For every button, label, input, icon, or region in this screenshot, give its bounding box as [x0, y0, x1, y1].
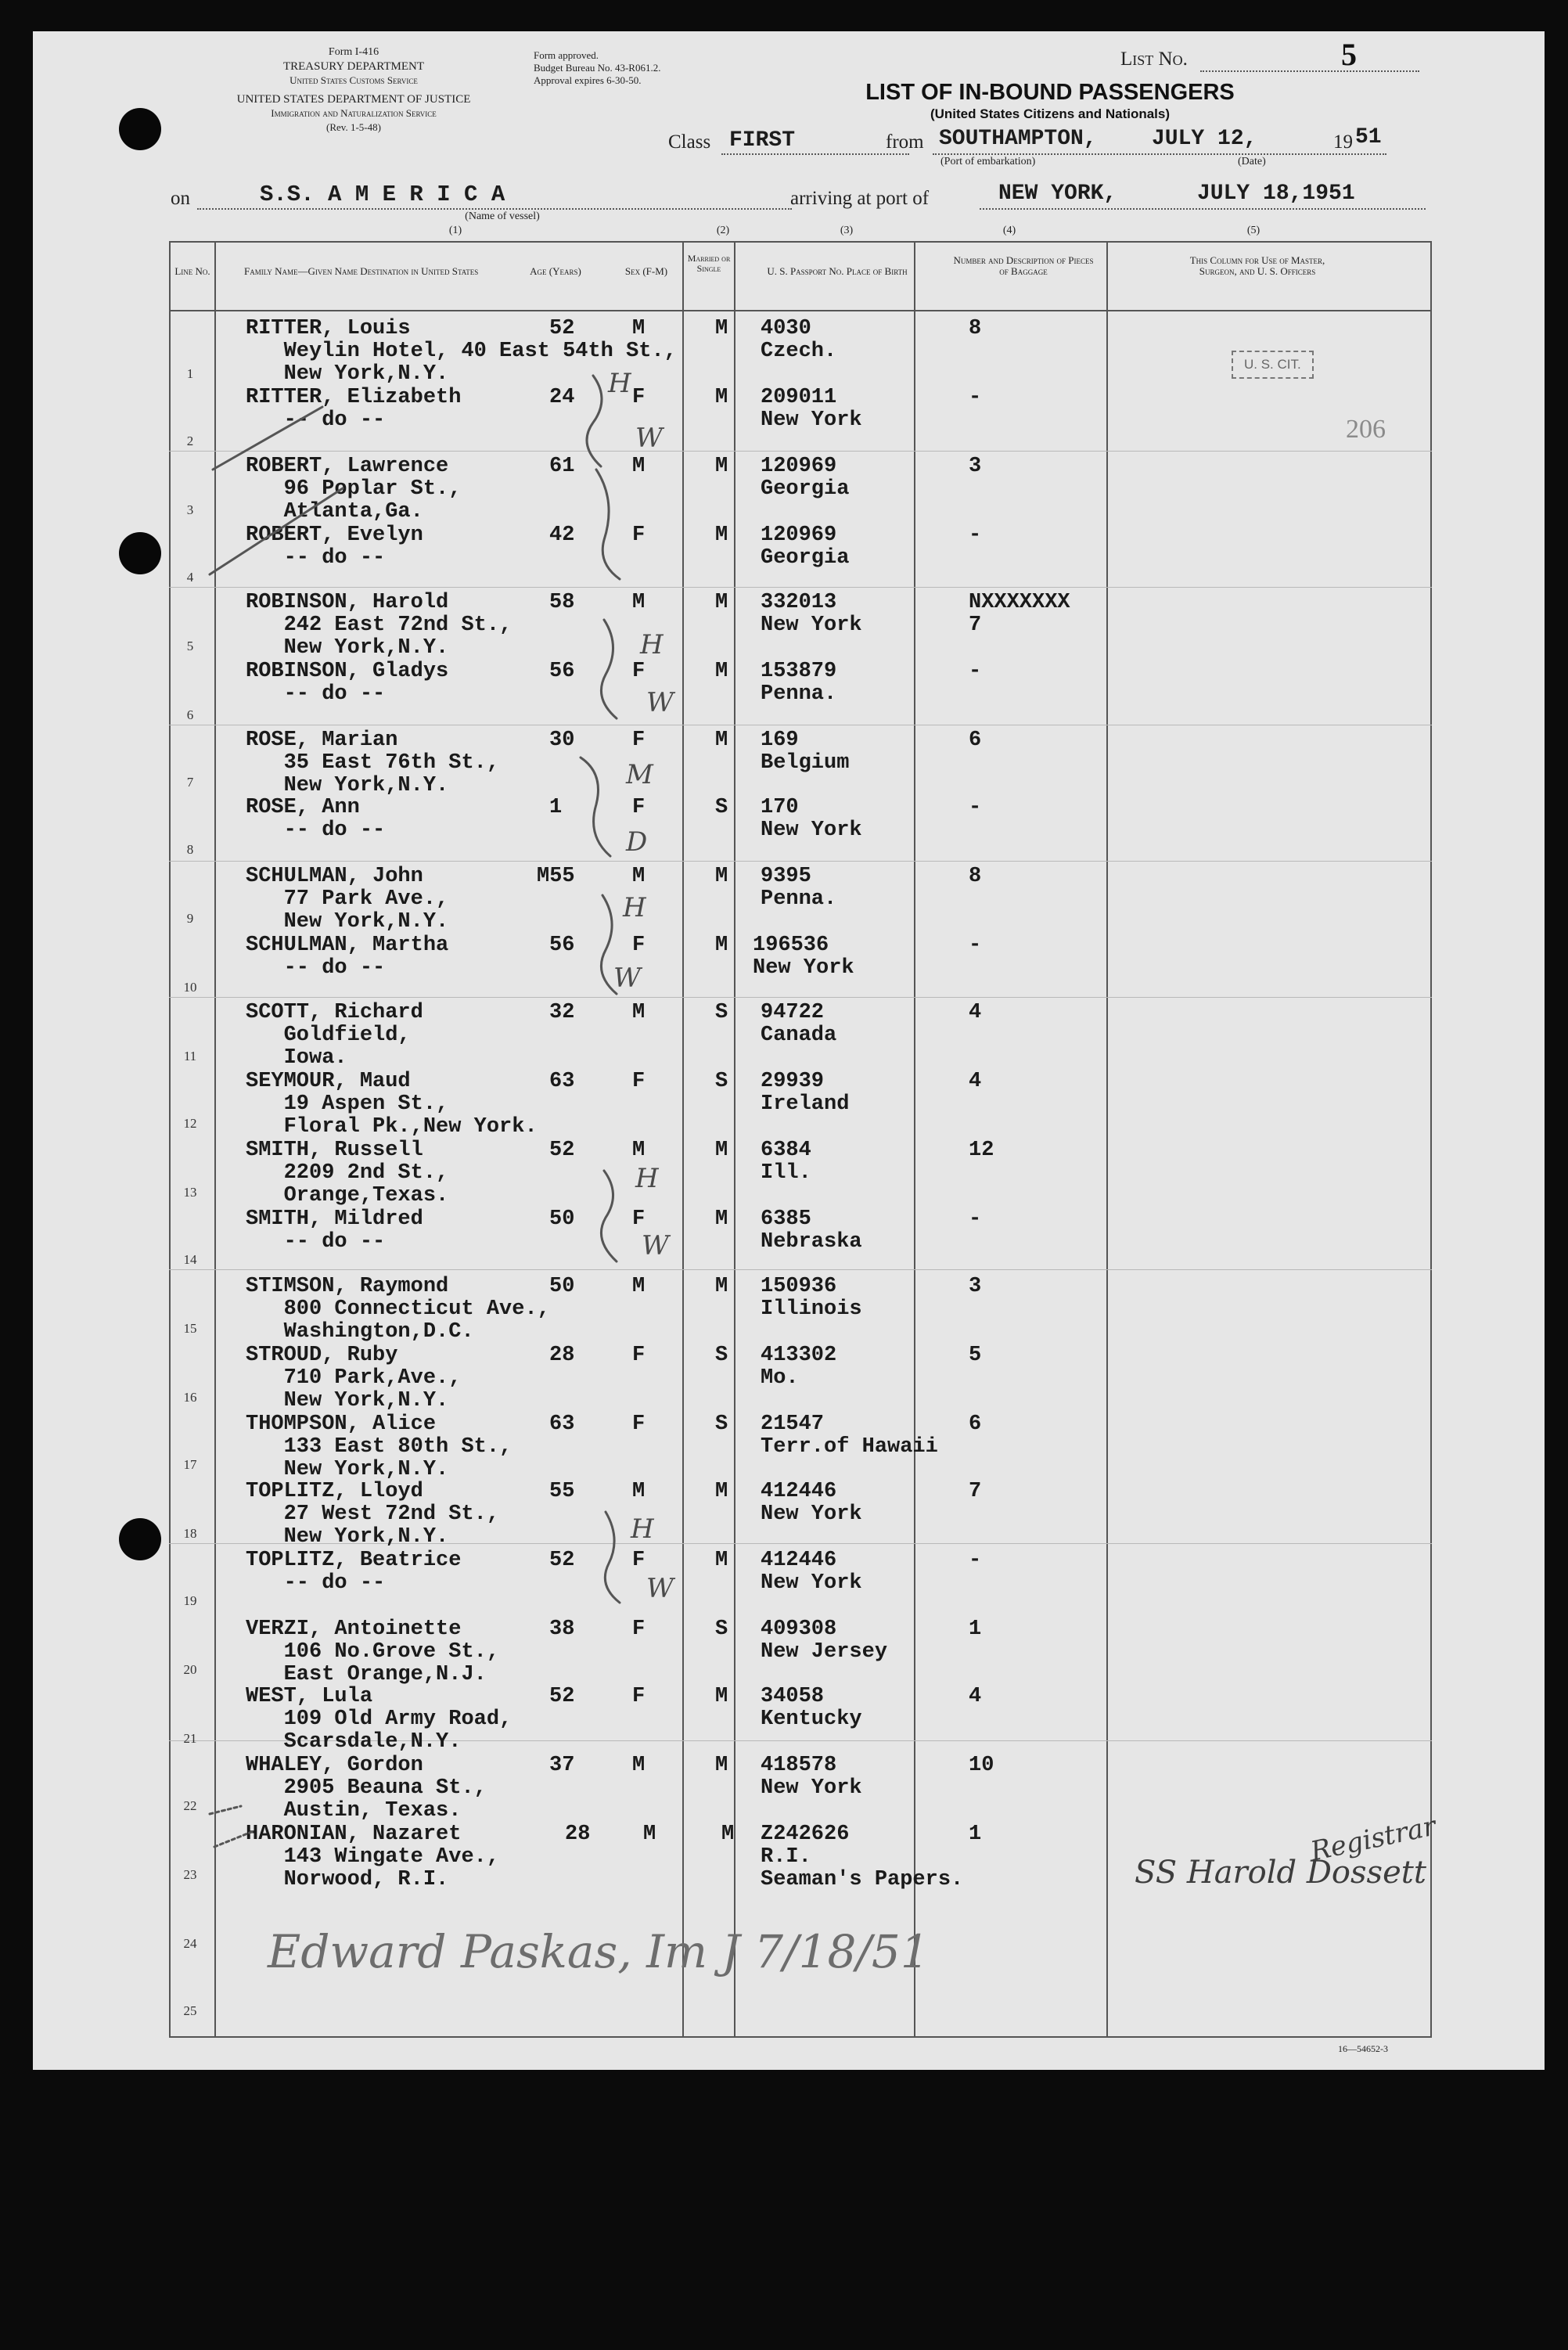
passenger-sex: F: [632, 1344, 646, 1367]
baggage-count: 4: [969, 1001, 982, 1024]
passport-birthplace: 6385 Nebraska: [761, 1207, 862, 1254]
baggage-count: 8: [969, 865, 982, 888]
passport-birthplace: 413302 Mo.: [761, 1344, 837, 1390]
marital-status: M: [715, 660, 728, 683]
passenger-sex: F: [632, 729, 646, 752]
baggage-count: -: [969, 1549, 982, 1572]
passport-birthplace: 150936 Illinois: [761, 1275, 862, 1321]
vessel-name: S.S. A M E R I C A: [260, 182, 505, 207]
line-number: 12: [183, 1116, 197, 1131]
master-signature: SS Harold Dossett: [1135, 1855, 1426, 1891]
passenger-name: ROSE, Marian 35 East 76th St., New York,N.Y.: [246, 729, 500, 797]
line-number: 9: [186, 911, 194, 926]
handwritten-mark: H: [631, 1513, 654, 1545]
baggage-count: -: [969, 660, 982, 683]
passport-birthplace: 209011 New York: [761, 386, 862, 432]
line-number: 13: [183, 1185, 197, 1200]
passport-birthplace: 120969 Georgia: [761, 455, 850, 501]
passenger-sex: F: [632, 524, 646, 547]
header-sex: Sex (F-M): [624, 265, 668, 277]
list-no-line: [1200, 70, 1419, 72]
arrival-line: [980, 208, 1426, 210]
marital-status: S: [715, 1070, 728, 1093]
signature-note: Registrar: [1307, 1810, 1439, 1868]
passenger-name: SMITH, Russell 2209 2nd St., Orange,Texas.: [246, 1139, 449, 1207]
line-number: 19: [183, 1593, 197, 1608]
budget-bureau: Budget Bureau No. 43-R061.2.: [534, 62, 661, 74]
passenger-age: 56: [549, 660, 575, 683]
header-passport: U. S. Passport No. Place of Birth: [767, 265, 908, 277]
passenger-sex: F: [632, 1549, 646, 1572]
marital-status: M: [715, 1207, 728, 1231]
passenger-name: SCHULMAN, Martha -- do --: [246, 934, 449, 980]
handwritten-mark: W: [613, 963, 641, 994]
header-officers: This Column for Use of Master, Surgeon, and U. S. Officers: [1189, 254, 1325, 277]
passport-birthplace: 94722 Canada: [761, 1001, 837, 1047]
baggage-count: 10: [969, 1754, 994, 1777]
line-number: 6: [186, 707, 194, 722]
passport-birthplace: 412446 New York: [761, 1480, 862, 1526]
handwritten-mark: W: [646, 687, 674, 718]
passenger-age: 63: [549, 1070, 575, 1093]
passenger-age: 58: [549, 591, 575, 614]
passenger-age: 30: [549, 729, 575, 752]
baggage-count: 1: [969, 1823, 982, 1846]
passenger-name: SCHULMAN, John 77 Park Ave., New York,N.Y.: [246, 865, 449, 934]
baggage-count: 12: [969, 1139, 994, 1162]
passenger-sex: M: [632, 1001, 646, 1024]
class-value: FIRST: [729, 128, 796, 153]
header-age: Age (Years): [530, 265, 581, 277]
marital-status: S: [715, 1344, 728, 1367]
line-number: 2: [186, 434, 194, 448]
passport-birthplace: 9395 Penna.: [761, 865, 837, 911]
passenger-name: VERZI, Antoinette 106 No.Grove St., East Orange,N.J.: [246, 1618, 500, 1686]
marital-status: M: [715, 934, 728, 957]
col-num-2: (2): [716, 225, 730, 236]
passenger-sex: F: [632, 1413, 646, 1436]
col-divider: [1106, 241, 1108, 2038]
passport-birthplace: 170 New York: [761, 796, 862, 842]
line-number: 14: [183, 1252, 197, 1267]
line-number: 7: [186, 775, 194, 790]
passenger-name: TOPLITZ, Lloyd 27 West 72nd St., New York,N.Y.: [246, 1480, 500, 1549]
passport-birthplace: 196536 New York: [753, 934, 854, 980]
passenger-age: 32: [549, 1001, 575, 1024]
handwritten-mark: H: [623, 892, 646, 923]
passport-birthplace: 29939 Ireland: [761, 1070, 850, 1116]
passenger-age: 38: [549, 1618, 575, 1641]
line-number: 16: [183, 1390, 197, 1405]
passenger-sex: F: [632, 1207, 646, 1231]
line-number: 15: [183, 1321, 197, 1336]
marital-status: M: [715, 729, 728, 752]
passenger-name: THOMPSON, Alice 133 East 80th St., New York,N.Y.: [246, 1413, 512, 1481]
line-number: 3: [186, 502, 194, 517]
header-line-no: Line No.: [174, 265, 210, 277]
vessel-caption: (Name of vessel): [465, 211, 540, 222]
col-divider: [914, 241, 915, 2038]
passenger-name: ROBINSON, Harold 242 East 72nd St., New York,N.Y.: [246, 591, 512, 660]
table-right-border: [1430, 241, 1432, 2038]
passenger-sex: F: [632, 1618, 646, 1641]
passport-birthplace: 332013 New York: [761, 591, 862, 637]
passenger-sex: M: [632, 455, 646, 478]
baggage-count: 3: [969, 1275, 982, 1298]
col-divider: [734, 241, 735, 2038]
passport-birthplace: 4030 Czech.: [761, 317, 837, 363]
port-of-embarkation: SOUTHAMPTON,: [939, 127, 1097, 151]
passenger-name: STIMSON, Raymond 800 Connecticut Ave., Washington,D.C.: [246, 1275, 550, 1344]
passenger-age: 37: [549, 1754, 575, 1777]
passport-birthplace: 412446 New York: [761, 1549, 862, 1595]
passenger-age: 42: [549, 524, 575, 547]
passenger-age: 63: [549, 1413, 575, 1436]
passenger-age: 52: [549, 317, 575, 340]
passenger-name: ROBERT, Evelyn -- do --: [246, 524, 423, 570]
handwritten-mark: W: [635, 423, 663, 454]
citizenship-stamp: U. S. CIT.: [1232, 351, 1314, 379]
marital-status: M: [715, 386, 728, 409]
passport-birthplace: 6384 Ill.: [761, 1139, 811, 1185]
passenger-age: 50: [549, 1275, 575, 1298]
baggage-count: 7: [969, 1480, 982, 1503]
handwritten-mark: H: [635, 1163, 659, 1194]
dept-justice: UNITED STATES DEPARTMENT OF JUSTICE: [236, 93, 471, 106]
baggage-count: 1: [969, 1618, 982, 1641]
col-num-5: (5): [1246, 225, 1261, 236]
passenger-sex: M: [632, 1275, 646, 1298]
dept-treasury: TREASURY DEPARTMENT: [282, 60, 425, 73]
marital-status: M: [721, 1823, 735, 1846]
col-num-3: (3): [840, 225, 854, 236]
passenger-age: 55: [549, 1480, 575, 1503]
header-baggage: Number and Description of Pieces of Baggage: [953, 254, 1094, 277]
baggage-count: 8: [969, 317, 982, 340]
passenger-sex: M: [632, 317, 646, 340]
page-number: 206: [1346, 415, 1386, 444]
header-name: Family Name—Given Name Destination in United States: [244, 265, 479, 277]
passenger-sex: F: [632, 796, 646, 819]
handwritten-mark: D: [626, 826, 648, 858]
passenger-name: HARONIAN, Nazaret 143 Wingate Ave., Norwood, R.I.: [246, 1823, 500, 1891]
passenger-name: ROBERT, Lawrence 96 Poplar St., Atlanta,Ga.: [246, 455, 462, 524]
col-num-1: (1): [448, 225, 462, 236]
table-bottom-border: [169, 2036, 1432, 2038]
passenger-sex: M: [632, 591, 646, 614]
on-label: on: [171, 188, 190, 209]
punch-hole: [119, 532, 161, 574]
col-num-4: (4): [1002, 225, 1016, 236]
passport-birthplace: Z242626 R.I. Seaman's Papers.: [761, 1823, 964, 1891]
customs-service: United States Customs Service: [290, 74, 418, 86]
form-number: Form I-416: [328, 46, 379, 58]
marital-status: M: [715, 455, 728, 478]
passenger-sex: F: [632, 1685, 646, 1708]
marital-status: M: [715, 591, 728, 614]
port-caption: (Port of embarkation): [940, 156, 1036, 167]
passenger-age: M55: [537, 865, 575, 888]
marital-status: S: [715, 1413, 728, 1436]
passenger-sex: M: [632, 1139, 646, 1162]
baggage-count: -: [969, 934, 982, 957]
table-top-border: [169, 241, 1432, 243]
class-label: Class: [668, 131, 711, 153]
arrival-port: NEW YORK,: [998, 182, 1117, 206]
list-number: 5: [1341, 37, 1357, 72]
line-number: 11: [183, 1049, 197, 1063]
passenger-sex: M: [632, 1480, 646, 1503]
line-number: 18: [183, 1526, 197, 1541]
baggage-count: -: [969, 524, 982, 547]
marital-status: M: [715, 1685, 728, 1708]
baggage-count: 6: [969, 729, 982, 752]
passenger-name: RITTER, Elizabeth -- do --: [246, 386, 462, 432]
col-divider: [214, 241, 216, 2038]
handwritten-mark: M: [626, 759, 653, 790]
revision: (Rev. 1-5-48): [326, 121, 381, 133]
passport-birthplace: 153879 Penna.: [761, 660, 837, 706]
marital-status: M: [715, 1480, 728, 1503]
line-number: 22: [183, 1798, 197, 1813]
line-number: 4: [186, 570, 194, 585]
passport-birthplace: 120969 Georgia: [761, 524, 850, 570]
baggage-count: 6: [969, 1413, 982, 1436]
marital-status: M: [715, 865, 728, 888]
list-no-label: List No.: [1120, 49, 1188, 70]
marital-status: S: [715, 1618, 728, 1641]
header-bottom-border: [169, 310, 1432, 311]
passenger-name: WEST, Lula 109 Old Army Road, Scarsdale,N.Y.: [246, 1685, 512, 1754]
passenger-name: SCOTT, Richard Goldfield, Iowa.: [246, 1001, 423, 1070]
passenger-name: STROUD, Ruby 710 Park,Ave., New York,N.Y.: [246, 1344, 462, 1413]
passenger-sex: M: [632, 1754, 646, 1777]
document-subtitle: (United States Citizens and Nationals): [930, 106, 1171, 121]
passenger-name: ROBINSON, Gladys -- do --: [246, 660, 449, 706]
marital-status: M: [715, 1139, 728, 1162]
row-divider: [169, 997, 1432, 998]
class-line: [721, 153, 909, 155]
baggage-count: NXXXXXXX 7: [969, 591, 1070, 637]
line-number: 23: [183, 1867, 197, 1882]
punch-hole: [119, 1518, 161, 1560]
passenger-age: 28: [565, 1823, 591, 1846]
marital-status: M: [715, 1275, 728, 1298]
approval-expires: Approval expires 6-30-50.: [534, 74, 642, 86]
year-suffix: 51: [1355, 125, 1382, 149]
passenger-sex: M: [632, 865, 646, 888]
passenger-sex: F: [632, 934, 646, 957]
baggage-count: -: [969, 386, 982, 409]
departure-date: JULY 12,: [1152, 127, 1257, 151]
baggage-count: -: [969, 1207, 982, 1231]
row-divider: [169, 1269, 1432, 1270]
passenger-sex: F: [632, 386, 646, 409]
passenger-sex: F: [632, 660, 646, 683]
row-divider: [169, 861, 1432, 862]
line-number: 10: [183, 980, 197, 995]
marital-status: M: [715, 1754, 728, 1777]
arriving-label: arriving at port of: [790, 188, 930, 209]
passenger-age: 61: [549, 455, 575, 478]
handwritten-mark: H: [640, 629, 664, 660]
baggage-count: 4: [969, 1070, 982, 1093]
passenger-age: 24: [549, 386, 575, 409]
passenger-name: TOPLITZ, Beatrice -- do --: [246, 1549, 462, 1595]
form-approved: Form approved.: [534, 49, 599, 61]
line-number: 8: [186, 842, 194, 857]
passenger-age: 28: [549, 1344, 575, 1367]
header-married: Married or Single: [687, 253, 731, 274]
line-number: 25: [183, 2003, 197, 2018]
passport-birthplace: 34058 Kentucky: [761, 1685, 862, 1731]
line-number: 1: [186, 366, 194, 381]
passenger-age: 52: [549, 1139, 575, 1162]
baggage-count: 5: [969, 1344, 982, 1367]
document-sheet: [33, 31, 1545, 2070]
passenger-sex: M: [643, 1823, 656, 1846]
row-divider: [169, 451, 1432, 452]
line-number: 5: [186, 639, 194, 653]
footer-code: 16—54652-3: [1338, 2043, 1388, 2054]
baggage-count: -: [969, 796, 982, 819]
line-number: 24: [183, 1936, 197, 1951]
vessel-line: [197, 208, 792, 210]
passport-birthplace: 21547 Terr.of Hawaii: [761, 1413, 938, 1459]
ins-service: Immigration and Naturalization Service: [271, 107, 437, 119]
marital-status: S: [715, 1001, 728, 1024]
marital-status: M: [715, 524, 728, 547]
passport-birthplace: 418578 New York: [761, 1754, 862, 1800]
baggage-count: 4: [969, 1685, 982, 1708]
marital-status: M: [715, 317, 728, 340]
handwritten-mark: W: [646, 1573, 674, 1604]
passport-birthplace: 409308 New Jersey: [761, 1618, 888, 1664]
passenger-name: RITTER, Louis Weylin Hotel, 40 East 54th St., New York,N.Y.: [246, 317, 677, 386]
from-label: from: [886, 131, 924, 153]
passenger-name: ROSE, Ann -- do --: [246, 796, 386, 842]
line-number: 17: [183, 1457, 197, 1472]
passenger-age: 1: [549, 796, 563, 819]
inspector-signature: Edward Paskas, Im J 7/18/51: [268, 1925, 930, 1978]
passenger-age: 56: [549, 934, 575, 957]
passenger-sex: F: [632, 1070, 646, 1093]
baggage-count: 3: [969, 455, 982, 478]
document-title: LIST OF IN-BOUND PASSENGERS: [865, 80, 1235, 105]
date-caption: (Date): [1238, 156, 1266, 167]
line-number: 21: [183, 1731, 197, 1746]
passenger-age: 52: [549, 1549, 575, 1572]
passenger-name: SEYMOUR, Maud 19 Aspen St., Floral Pk.,New York.: [246, 1070, 538, 1139]
marital-status: M: [715, 1549, 728, 1572]
col-divider: [682, 241, 684, 2038]
punch-hole: [119, 108, 161, 150]
handwritten-mark: W: [642, 1230, 669, 1261]
passenger-age: 50: [549, 1207, 575, 1231]
handwritten-mark: H: [608, 368, 631, 399]
row-divider: [169, 587, 1432, 588]
from-line: [933, 153, 1386, 155]
marital-status: S: [715, 796, 728, 819]
passenger-age: 52: [549, 1685, 575, 1708]
arrival-date: JULY 18,1951: [1197, 182, 1355, 206]
passenger-name: WHALEY, Gordon 2905 Beauna St., Austin, Texas.: [246, 1754, 487, 1823]
line-number: 20: [183, 1662, 197, 1677]
passenger-name: SMITH, Mildred -- do --: [246, 1207, 423, 1254]
passport-birthplace: 169 Belgium: [761, 729, 850, 775]
year-prefix: 19: [1333, 131, 1353, 153]
